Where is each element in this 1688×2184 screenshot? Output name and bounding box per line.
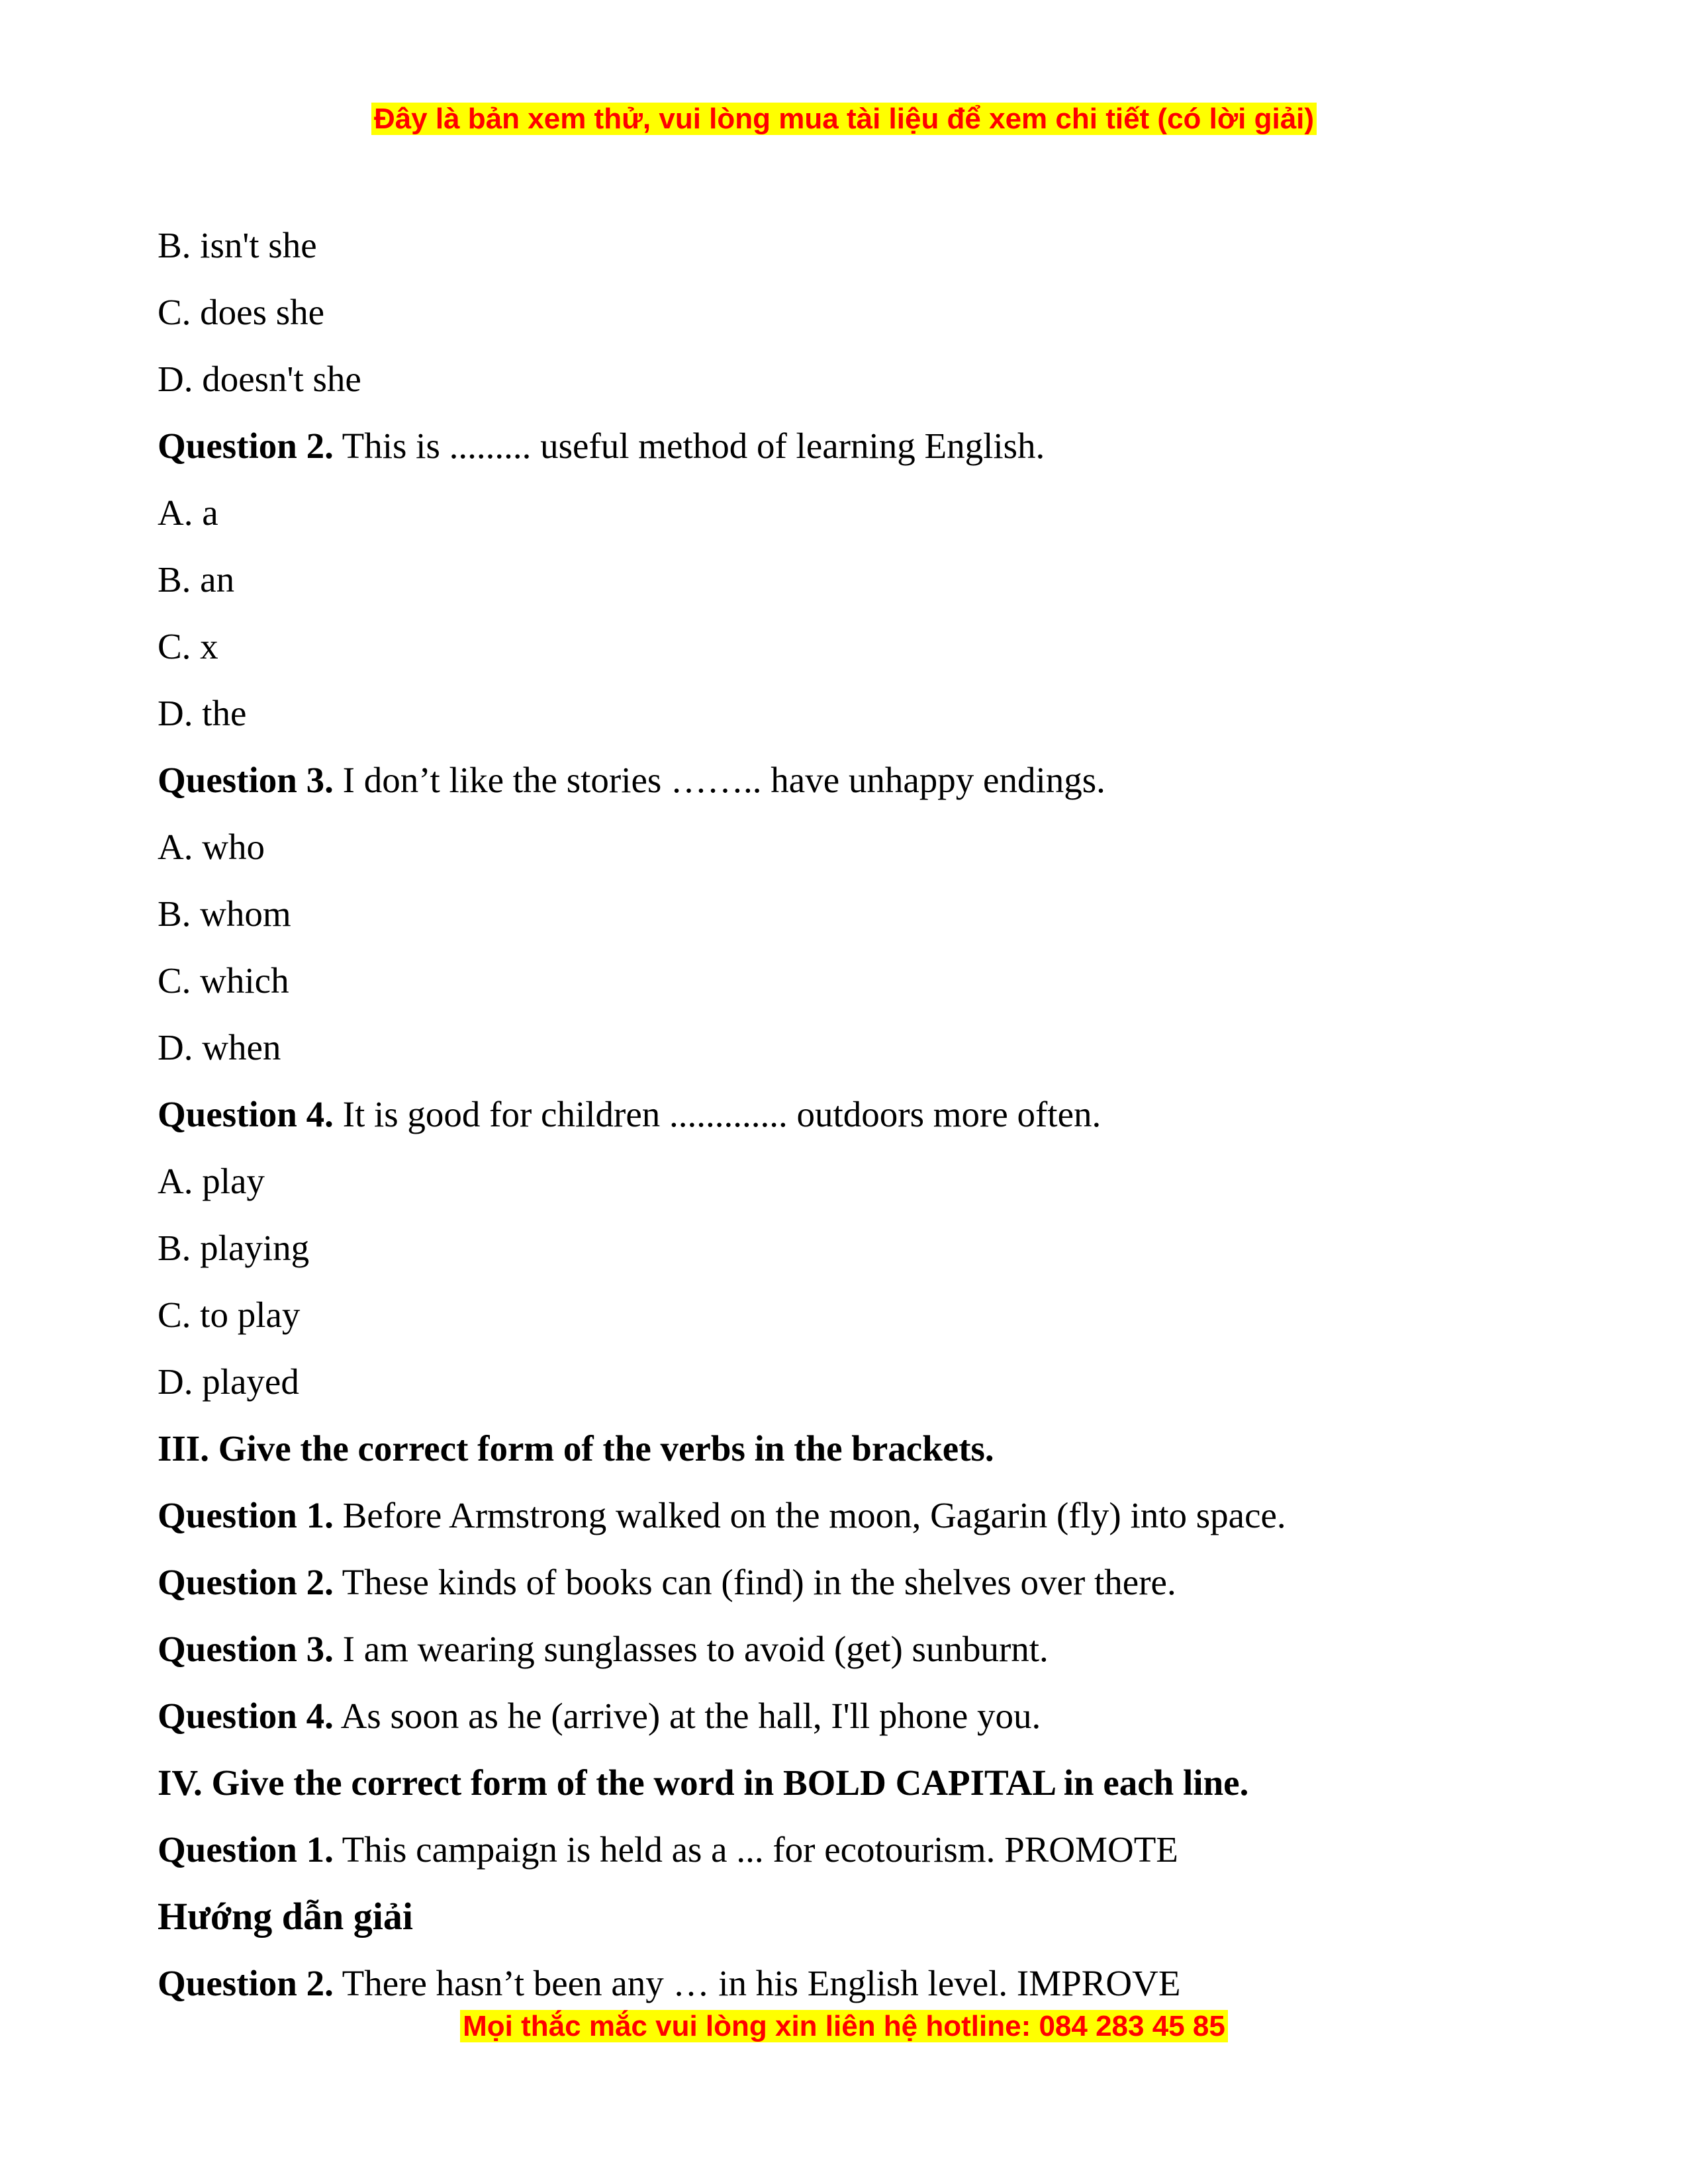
answer-option: A. who bbox=[158, 827, 265, 867]
answer-option: C. to play bbox=[158, 1295, 301, 1335]
question-text: This campaign is held as a ... for ecotourism. PROMOTE bbox=[333, 1829, 1178, 1870]
hotline-banner bbox=[0, 2008, 1688, 2045]
question-label: Question 4. bbox=[158, 1094, 334, 1134]
question-label: Question 2. bbox=[158, 1963, 334, 2003]
question-text: As soon as he (arrive) at the hall, I'll phone you. bbox=[333, 1696, 1041, 1736]
question-text: This is ......... useful method of learning English. bbox=[333, 426, 1045, 466]
answer-option: B. whom bbox=[158, 893, 291, 934]
question-line bbox=[158, 412, 1548, 479]
question-text: Before Armstrong walked on the moon, Gagarin (fly) into space. bbox=[333, 1495, 1286, 1535]
question-line bbox=[158, 1950, 1548, 2017]
answer-option: D. played bbox=[158, 1361, 299, 1402]
answer-option: A. play bbox=[158, 1161, 265, 1201]
question-label: Question 1. bbox=[158, 1829, 334, 1870]
question-line bbox=[158, 1482, 1548, 1549]
answer-option: C. does she bbox=[158, 292, 325, 332]
question-label: Question 4. bbox=[158, 1696, 334, 1736]
answer-option: C. x bbox=[158, 626, 218, 666]
question-line bbox=[158, 1615, 1548, 1682]
question-text: These kinds of books can (find) in the shelves over there. bbox=[333, 1562, 1176, 1602]
answer-option: B. an bbox=[158, 559, 235, 600]
question-text: There hasn’t been any … in his English level. IMPROVE bbox=[333, 1963, 1181, 2003]
question-line bbox=[158, 1549, 1548, 1615]
section-heading: IV. Give the correct form of the word in BOLD CAPITAL in each line. bbox=[158, 1762, 1249, 1803]
question-label: Question 1. bbox=[158, 1495, 334, 1535]
question-label: Question 3. bbox=[158, 1629, 334, 1669]
preview-notice-banner bbox=[0, 101, 1688, 138]
question-line bbox=[158, 1816, 1548, 1883]
section-heading: III. Give the correct form of the verbs in the brackets. bbox=[158, 1428, 994, 1469]
answer-option: D. the bbox=[158, 693, 247, 733]
question-text: I don’t like the stories …….. have unhappy endings. bbox=[333, 760, 1105, 800]
hotline-text: Mọi thắc mắc vui lòng xin liên hệ hotline: 084 283 45 85 bbox=[460, 2010, 1228, 2042]
preview-notice-text: Đây là bản xem thử, vui lòng mua tài liệu để xem chi tiết (có lời giải) bbox=[371, 103, 1317, 135]
answer-option: C. which bbox=[158, 960, 289, 1001]
question-line bbox=[158, 747, 1548, 813]
question-line bbox=[158, 1081, 1548, 1148]
answer-option: B. isn't she bbox=[158, 225, 317, 265]
answer-option: D. when bbox=[158, 1027, 281, 1068]
answer-option: D. doesn't she bbox=[158, 359, 361, 399]
question-label: Question 2. bbox=[158, 426, 334, 466]
answer-option: A. a bbox=[158, 492, 218, 533]
solution-guide-heading: Hướng dẫn giải bbox=[158, 1895, 414, 1938]
answer-option: B. playing bbox=[158, 1228, 310, 1268]
document-body bbox=[158, 212, 1548, 2017]
question-text: I am wearing sunglasses to avoid (get) sunburnt. bbox=[333, 1629, 1049, 1669]
question-label: Question 3. bbox=[158, 760, 334, 800]
question-text: It is good for children ............. outdoors more often. bbox=[333, 1094, 1102, 1134]
question-line bbox=[158, 1682, 1548, 1749]
question-label: Question 2. bbox=[158, 1562, 334, 1602]
